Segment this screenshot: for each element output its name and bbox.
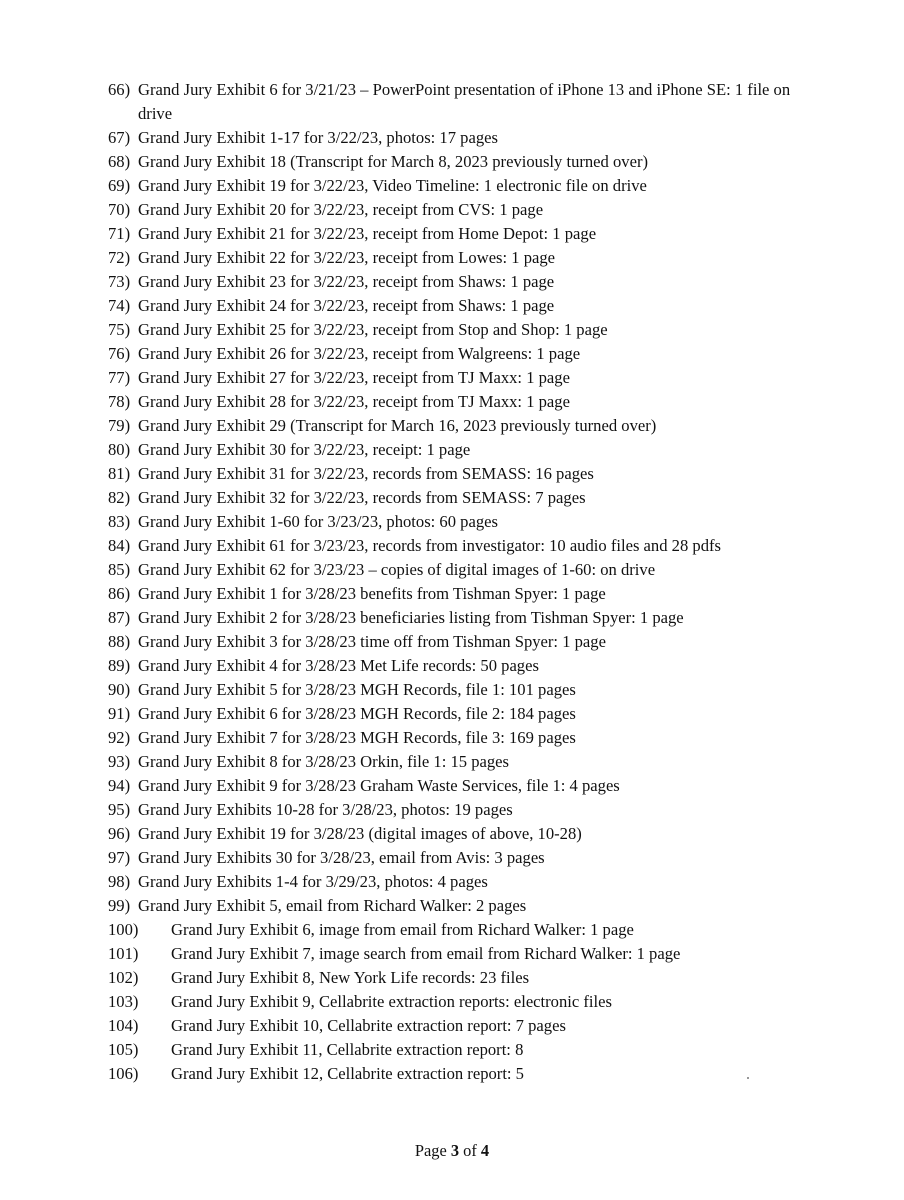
exhibit-item-text: Grand Jury Exhibit 9 for 3/28/23 Graham Waste Services, file 1: 4 pages [138,776,620,795]
exhibit-item-number: 67) [108,128,131,147]
exhibit-item-number: 94) [108,776,131,795]
exhibit-item-text: Grand Jury Exhibit 18 (Transcript for March 8, 2023 previously turned over) [138,152,649,171]
exhibit-item-number: 97) [108,848,131,867]
exhibit-item-number: 71) [108,224,131,243]
exhibit-list-item [108,606,808,630]
exhibit-item-number: 90) [108,680,131,699]
exhibit-list-item [108,702,808,726]
exhibit-list-item [108,318,808,342]
exhibit-item-text: Grand Jury Exhibit 6 for 3/21/23 – PowerPoint presentation of iPhone 13 and iPhone SE: 1 file on drive [138,80,791,123]
exhibit-item-text: Grand Jury Exhibit 1 for 3/28/23 benefits from Tishman Spyer: 1 page [138,584,606,603]
exhibit-list-item [108,198,808,222]
exhibit-item-text: Grand Jury Exhibit 19 for 3/22/23, Video Timeline: 1 electronic file on drive [138,176,647,195]
exhibit-item-text: Grand Jury Exhibit 28 for 3/22/23, receipt from TJ Maxx: 1 page [138,392,570,411]
exhibit-list-item [108,462,808,486]
exhibit-list-item [108,150,808,174]
exhibit-list-item [108,798,808,822]
exhibit-list-item [108,1038,808,1062]
exhibit-list-item [108,678,808,702]
exhibit-list-item [108,990,808,1014]
exhibit-item-number: 105) [108,1040,139,1059]
exhibit-item-number: 73) [108,272,131,291]
exhibit-item-text: Grand Jury Exhibit 61 for 3/23/23, records from investigator: 10 audio files and 28 pdfs [138,536,721,555]
exhibit-item-number: 86) [108,584,131,603]
page-footer-of: of [463,1141,477,1160]
exhibit-item-number: 82) [108,488,131,507]
exhibit-item-text: Grand Jury Exhibits 10-28 for 3/28/23, photos: 19 pages [138,800,513,819]
exhibit-list-item [108,342,808,366]
exhibit-item-number: 99) [108,896,131,915]
exhibit-list-item [108,222,808,246]
exhibit-item-text: Grand Jury Exhibit 62 for 3/23/23 – copies of digital images of 1-60: on drive [138,560,656,579]
exhibit-item-text: Grand Jury Exhibit 27 for 3/22/23, receipt from TJ Maxx: 1 page [138,368,570,387]
exhibit-item-number: 70) [108,200,131,219]
exhibit-item-text: Grand Jury Exhibit 32 for 3/22/23, records from SEMASS: 7 pages [138,488,586,507]
exhibit-item-number: 89) [108,656,131,675]
exhibit-list-item [108,510,808,534]
exhibit-item-text: Grand Jury Exhibit 3 for 3/28/23 time off from Tishman Spyer: 1 page [138,632,606,651]
exhibit-item-number: 74) [108,296,131,315]
exhibit-item-number: 81) [108,464,131,483]
exhibit-item-number: 101) [108,944,139,963]
scan-speck [747,1077,749,1079]
exhibit-list-item [108,726,808,750]
exhibit-item-number: 98) [108,872,131,891]
exhibit-item-number: 68) [108,152,131,171]
exhibit-item-text: Grand Jury Exhibits 30 for 3/28/23, email from Avis: 3 pages [138,848,545,867]
exhibit-item-text: Grand Jury Exhibit 4 for 3/28/23 Met Life records: 50 pages [138,656,539,675]
exhibit-list-item [108,270,808,294]
exhibit-item-text: Grand Jury Exhibit 7, image search from email from Richard Walker: 1 page [171,944,681,963]
exhibit-item-text: Grand Jury Exhibit 6 for 3/28/23 MGH Records, file 2: 184 pages [138,704,576,723]
exhibit-item-text: Grand Jury Exhibit 6, image from email from Richard Walker: 1 page [171,920,634,939]
exhibit-item-text: Grand Jury Exhibit 20 for 3/22/23, receipt from CVS: 1 page [138,200,544,219]
exhibit-item-text: Grand Jury Exhibit 11, Cellabrite extraction report: 8 [171,1040,524,1059]
exhibit-item-text: Grand Jury Exhibit 22 for 3/22/23, receipt from Lowes: 1 page [138,248,556,267]
exhibit-item-number: 80) [108,440,131,459]
exhibit-list-item [108,750,808,774]
exhibit-item-number: 87) [108,608,131,627]
exhibit-item-number: 95) [108,800,131,819]
exhibit-item-text: Grand Jury Exhibits 1-4 for 3/29/23, photos: 4 pages [138,872,488,891]
exhibit-item-number: 92) [108,728,131,747]
exhibit-item-text: Grand Jury Exhibit 10, Cellabrite extraction report: 7 pages [171,1016,566,1035]
exhibit-item-number: 69) [108,176,131,195]
exhibit-item-number: 102) [108,968,139,987]
exhibit-list-item [108,966,808,990]
exhibit-item-text: Grand Jury Exhibit 9, Cellabrite extraction reports: electronic files [171,992,612,1011]
exhibit-list-item [108,846,808,870]
exhibit-item-number: 104) [108,1016,139,1035]
exhibit-item-text: Grand Jury Exhibit 31 for 3/22/23, records from SEMASS: 16 pages [138,464,594,483]
exhibit-list-item [108,654,808,678]
exhibit-item-number: 76) [108,344,131,363]
exhibit-list-item [108,246,808,270]
exhibit-item-number: 93) [108,752,131,771]
exhibit-item-number: 79) [108,416,131,435]
exhibit-item-number: 91) [108,704,131,723]
page-footer [0,1141,904,1161]
exhibit-item-number: 83) [108,512,131,531]
exhibit-item-number: 77) [108,368,131,387]
exhibit-list-item [108,174,808,198]
exhibit-item-text: Grand Jury Exhibit 8 for 3/28/23 Orkin, file 1: 15 pages [138,752,509,771]
exhibit-list-item [108,78,808,126]
exhibit-item-text: Grand Jury Exhibit 24 for 3/22/23, receipt from Shaws: 1 page [138,296,555,315]
exhibit-list-item [108,942,808,966]
exhibit-item-number: 78) [108,392,131,411]
exhibit-item-number: 72) [108,248,131,267]
exhibit-item-text: Grand Jury Exhibit 23 for 3/22/23, receipt from Shaws: 1 page [138,272,555,291]
exhibit-list-item [108,1062,808,1086]
exhibit-item-text: Grand Jury Exhibit 7 for 3/28/23 MGH Records, file 3: 169 pages [138,728,576,747]
exhibit-item-text: Grand Jury Exhibit 12, Cellabrite extraction report: 5 [171,1064,524,1083]
exhibit-item-text: Grand Jury Exhibit 5, email from Richard Walker: 2 pages [138,896,527,915]
exhibit-list-item [108,918,808,942]
exhibit-list-item [108,486,808,510]
exhibit-list-item [108,534,808,558]
exhibit-item-text: Grand Jury Exhibit 25 for 3/22/23, receipt from Stop and Shop: 1 page [138,320,608,339]
exhibit-item-number: 106) [108,1064,139,1083]
exhibit-list-item [108,774,808,798]
exhibit-list-item [108,894,808,918]
exhibit-list-item [108,1014,808,1038]
exhibit-item-text: Grand Jury Exhibit 8, New York Life records: 23 files [171,968,530,987]
exhibit-item-text: Grand Jury Exhibit 29 (Transcript for March 16, 2023 previously turned over) [138,416,657,435]
exhibit-item-number: 84) [108,536,131,555]
exhibit-list-item [108,822,808,846]
exhibit-list-item [108,582,808,606]
current-page-number: 3 [450,1141,460,1160]
exhibit-item-text: Grand Jury Exhibit 5 for 3/28/23 MGH Records, file 1: 101 pages [138,680,576,699]
exhibit-item-number: 75) [108,320,131,339]
exhibit-list-item [108,390,808,414]
exhibit-item-number: 85) [108,560,131,579]
exhibit-list-item [108,558,808,582]
exhibit-list-item [108,438,808,462]
exhibit-list-item [108,366,808,390]
exhibit-item-text: Grand Jury Exhibit 19 for 3/28/23 (digital images of above, 10-28) [138,824,582,843]
exhibit-item-number: 88) [108,632,131,651]
exhibit-item-text: Grand Jury Exhibit 1-17 for 3/22/23, photos: 17 pages [138,128,498,147]
exhibit-list-item [108,870,808,894]
exhibit-item-text: Grand Jury Exhibit 2 for 3/28/23 beneficiaries listing from Tishman Spyer: 1 page [138,608,684,627]
exhibit-item-text: Grand Jury Exhibit 21 for 3/22/23, receipt from Home Depot: 1 page [138,224,597,243]
exhibit-list-item [108,630,808,654]
exhibit-list-item [108,126,808,150]
exhibit-item-text: Grand Jury Exhibit 26 for 3/22/23, receipt from Walgreens: 1 page [138,344,581,363]
exhibit-list [108,78,808,1086]
exhibit-item-number: 103) [108,992,139,1011]
exhibit-list-item [108,294,808,318]
exhibit-item-number: 66) [108,80,131,99]
exhibit-item-number: 96) [108,824,131,843]
exhibit-item-number: 100) [108,920,139,939]
exhibit-item-text: Grand Jury Exhibit 30 for 3/22/23, receipt: 1 page [138,440,471,459]
page-footer-prefix: Page [414,1141,447,1160]
exhibit-item-text: Grand Jury Exhibit 1-60 for 3/23/23, photos: 60 pages [138,512,498,531]
total-page-count: 4 [480,1141,490,1160]
exhibit-list-item [108,414,808,438]
